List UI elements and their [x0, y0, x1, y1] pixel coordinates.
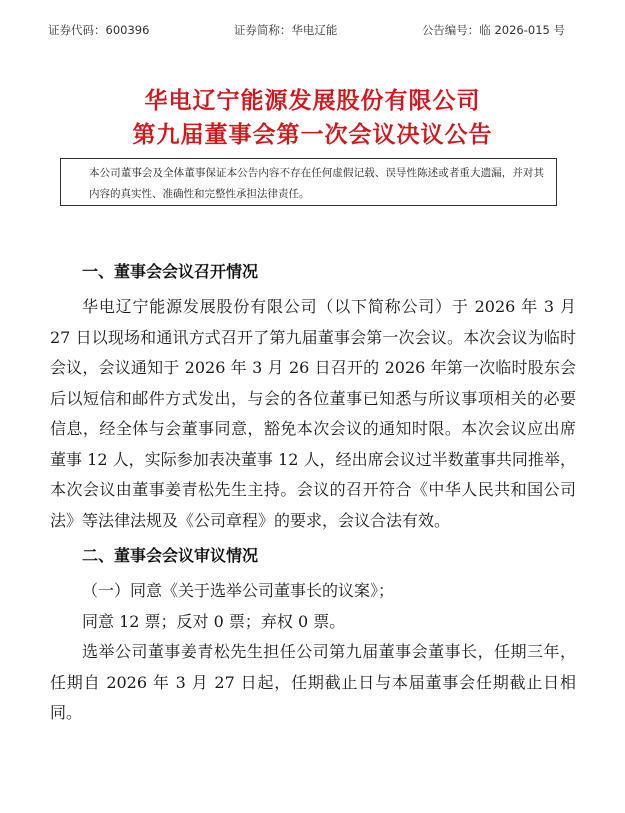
- section-heading-meeting-convening: 一、董事会会议召开情况: [82, 262, 259, 281]
- announcement-body: [50, 252, 576, 729]
- section-heading-meeting-review: 二、董事会会议审议情况: [82, 546, 259, 565]
- announcement-title: 第九届董事会第一次会议决议公告: [132, 122, 493, 148]
- announcement-header: [48, 22, 565, 38]
- disclaimer-text: 本公司董事会及全体董事保证本公告内容不存在任何虚假记载、误导性陈述或者重大遗漏，并对其内容的真实性、准确性和完整性承担法律责任。: [89, 167, 544, 200]
- disclaimer-box: [60, 158, 557, 206]
- resolution-item-title: （一）同意《关于选举公司董事长的议案》；: [82, 581, 395, 600]
- company-title: 华电辽宁能源发展股份有限公司: [144, 88, 481, 114]
- resolution-description: 选举公司董事姜青松先生担任公司第九届董事会董事长，任期三年，任期自 2026 年 3 月 27 日起，任期截止日与本届董事会任期截止日相同。: [50, 642, 576, 722]
- resolution-vote-result: 同意 12 票；反对 0 票；弃权 0 票。: [82, 611, 346, 631]
- meeting-convening-paragraph: 华电辽宁能源发展股份有限公司（以下简称公司）于 2026 年 3 月 27 日以现场和通讯方式召开了第九届董事会第一次会议。本次会议为临时会议，会议通知于 2026 年 3 月 26 日召开的 2026 年第一次临时股东会后以短信和邮件方式发出，与会的各位董事已知悉与所议事项相关的必要信息，经全体与会董事同意，豁免本次会议的通知时限。本次会议应出席董事 12 人，实际参加表决董事 12 人，经出席会议过半数董事共同推举，本次会议由董事姜青松先生主持。会议的召开符合《中华人民共和国公司法》等法律法规及《公司章程》的要求，会议合法有效。: [50, 297, 576, 530]
- stock-code: 证券代码：600396: [48, 23, 150, 37]
- stock-abbreviation: 证券简称：华电辽能: [233, 23, 338, 37]
- announcement-number: 公告编号：临 2026-015 号: [421, 23, 565, 37]
